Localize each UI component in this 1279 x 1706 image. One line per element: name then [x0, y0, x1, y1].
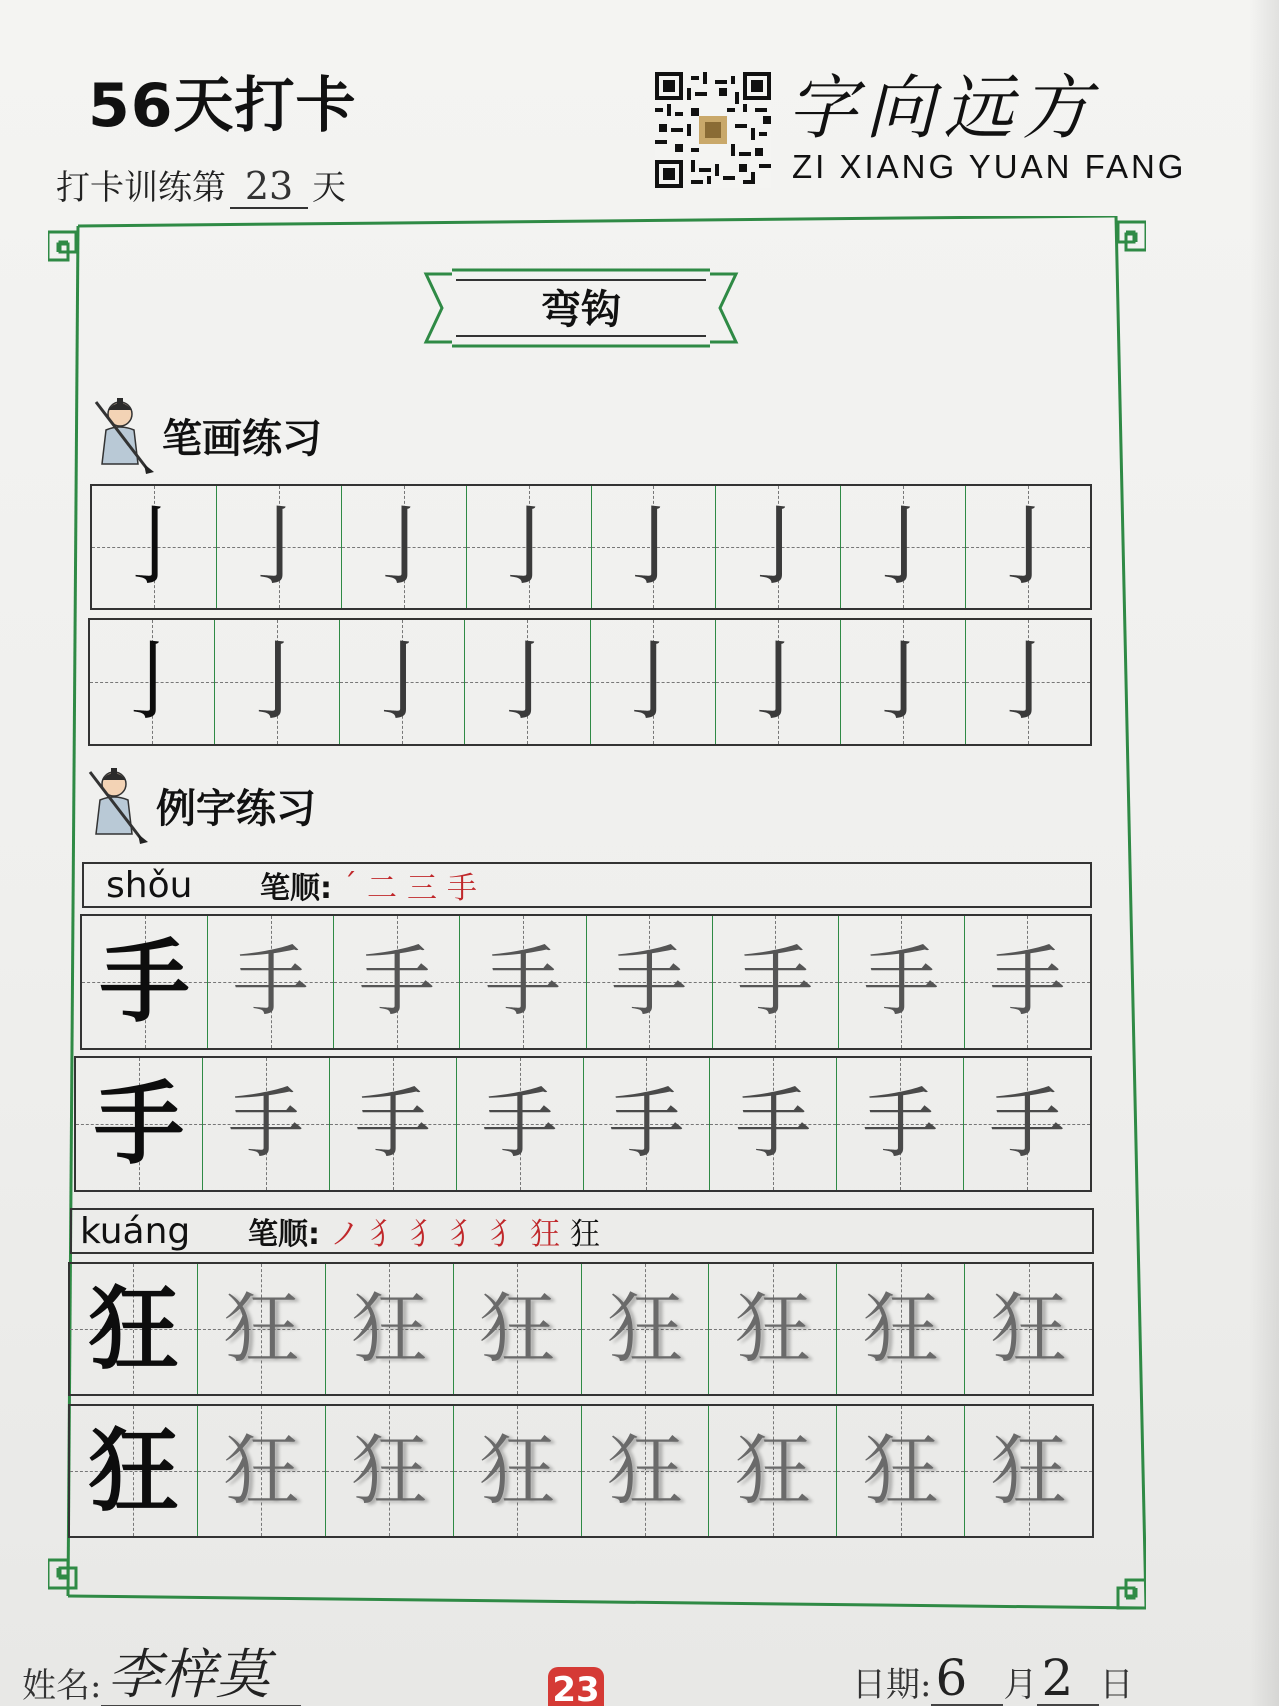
- grid-cell[interactable]: [837, 1406, 965, 1536]
- grid-cell: [82, 916, 208, 1048]
- grid-cell[interactable]: [342, 486, 467, 608]
- day-counter: [56, 160, 346, 209]
- traced-character: 手: [358, 937, 435, 1026]
- order-step: ˊ: [342, 867, 357, 903]
- grid-cell[interactable]: [841, 486, 966, 608]
- grid-cell[interactable]: [334, 916, 460, 1048]
- traced-character: 狂: [734, 1426, 811, 1515]
- order-step: 犭: [370, 1217, 400, 1252]
- traced-stroke: 亅: [360, 497, 447, 597]
- traced-stroke: 亅: [484, 632, 571, 732]
- grid-cell: [90, 620, 215, 744]
- date-label: 日期:: [852, 1665, 932, 1705]
- grid-cell[interactable]: [837, 1058, 964, 1190]
- grid-cell: [70, 1406, 198, 1536]
- traced-character: 狂: [351, 1284, 428, 1373]
- grid-cell[interactable]: [198, 1264, 326, 1394]
- grid-cell[interactable]: [326, 1406, 454, 1536]
- traced-character: 手: [611, 937, 688, 1026]
- stroke-order-label: 笔顺:: [248, 1217, 320, 1252]
- traced-stroke: 亅: [609, 632, 696, 732]
- grid-cell[interactable]: [965, 916, 1090, 1048]
- grid-cell[interactable]: [465, 620, 590, 744]
- grid-cell[interactable]: [215, 620, 340, 744]
- date-field: [852, 1649, 1134, 1706]
- traced-stroke: 亅: [984, 632, 1071, 732]
- page-title: 56天打卡: [88, 71, 357, 141]
- traced-character: 手: [737, 937, 814, 1026]
- model-character: 狂: [88, 1276, 179, 1382]
- stroke-practice-label: 笔画练习: [162, 415, 322, 462]
- stroke-grid-row-2: [88, 618, 1092, 746]
- traced-character: 手: [989, 937, 1066, 1026]
- grid-cell[interactable]: [582, 1264, 710, 1394]
- name-label: 姓名:: [22, 1666, 102, 1706]
- traced-character: 狂: [479, 1426, 556, 1515]
- traced-character: 狂: [223, 1426, 300, 1515]
- traced-stroke: 亅: [610, 497, 697, 597]
- brand-subtitle: ZI XIANG YUAN FANG: [792, 148, 1187, 185]
- traced-character: 狂: [990, 1284, 1067, 1373]
- traced-character: 手: [735, 1079, 812, 1168]
- grid-cell[interactable]: [966, 486, 1090, 608]
- order-step: 犭: [410, 1217, 440, 1252]
- month-label: 月: [1003, 1665, 1038, 1705]
- traced-character: 手: [484, 937, 561, 1026]
- traced-stroke: 亅: [734, 632, 821, 732]
- grid-cell[interactable]: [217, 486, 342, 608]
- example-practice-label: 例字练习: [156, 785, 316, 832]
- grid-cell[interactable]: [587, 916, 713, 1048]
- day-value[interactable]: 2: [1037, 1652, 1099, 1706]
- traced-character: 狂: [862, 1284, 939, 1373]
- page-edge-shadow: [1249, 0, 1279, 1706]
- grid-cell: [70, 1264, 198, 1394]
- scholar-figure-icon: [86, 766, 150, 844]
- model-character: 狂: [88, 1418, 179, 1524]
- grid-cell[interactable]: [454, 1406, 582, 1536]
- traced-character: 手: [608, 1079, 685, 1168]
- traced-stroke: 亅: [235, 497, 322, 597]
- grid-cell[interactable]: [467, 486, 592, 608]
- grid-cell[interactable]: [198, 1406, 326, 1536]
- model-stroke: 亅: [109, 632, 196, 732]
- model-stroke: 亅: [110, 497, 197, 597]
- grid-cell[interactable]: [203, 1058, 330, 1190]
- traced-stroke: 亅: [859, 632, 946, 732]
- grid-cell: [76, 1058, 203, 1190]
- grid-cell[interactable]: [841, 620, 966, 744]
- traced-character: 狂: [734, 1284, 811, 1373]
- traced-character: 狂: [862, 1426, 939, 1515]
- grid-cell[interactable]: [330, 1058, 457, 1190]
- order-step: 狂: [570, 1217, 600, 1252]
- grid-cell[interactable]: [716, 620, 841, 744]
- stroke-order-row-shou: [82, 862, 1092, 908]
- grid-cell[interactable]: [592, 486, 717, 608]
- traced-stroke: 亅: [234, 632, 321, 732]
- day-suffix: 天: [312, 168, 346, 208]
- grid-cell[interactable]: [340, 620, 465, 744]
- traced-character: 手: [232, 937, 309, 1026]
- traced-character: 狂: [990, 1426, 1067, 1515]
- grid-cell[interactable]: [710, 1058, 837, 1190]
- qr-code-icon: [655, 72, 771, 188]
- grid-cell[interactable]: [713, 916, 839, 1048]
- traced-stroke: 亅: [860, 497, 947, 597]
- grid-cell[interactable]: [584, 1058, 711, 1190]
- grid-cell[interactable]: [839, 916, 965, 1048]
- grid-cell[interactable]: [837, 1264, 965, 1394]
- grid-cell[interactable]: [454, 1264, 582, 1394]
- order-step: 犭: [450, 1217, 480, 1252]
- grid-cell[interactable]: [709, 1406, 837, 1536]
- kuang-grid-row-2: [68, 1404, 1094, 1538]
- stroke-order-row-kuang: [70, 1208, 1094, 1254]
- traced-character: 狂: [351, 1426, 428, 1515]
- grid-cell[interactable]: [208, 916, 334, 1048]
- traced-character: 手: [227, 1079, 304, 1168]
- traced-stroke: 亅: [985, 497, 1072, 597]
- grid-cell[interactable]: [457, 1058, 584, 1190]
- stroke-practice-heading: [92, 396, 322, 474]
- grid-cell[interactable]: [709, 1264, 837, 1394]
- traced-stroke: 亅: [359, 632, 446, 732]
- grid-cell[interactable]: [582, 1406, 710, 1536]
- grid-cell[interactable]: [326, 1264, 454, 1394]
- traced-character: 手: [481, 1079, 558, 1168]
- grid-cell: [92, 486, 217, 608]
- traced-stroke: 亅: [485, 497, 572, 597]
- traced-character: 狂: [223, 1284, 300, 1373]
- traced-character: 手: [354, 1079, 431, 1168]
- shou-grid-row-1: [80, 914, 1092, 1050]
- model-character: 手: [93, 1071, 184, 1177]
- traced-character: 狂: [479, 1284, 556, 1373]
- stroke-grid-row-1: [90, 484, 1092, 610]
- traced-stroke: 亅: [735, 497, 822, 597]
- day-value: 23: [230, 167, 308, 209]
- order-step: 犭: [490, 1217, 520, 1252]
- model-character: 手: [99, 929, 190, 1035]
- month-value[interactable]: 6: [931, 1652, 1003, 1706]
- traced-character: 狂: [606, 1284, 683, 1373]
- grid-cell[interactable]: [716, 486, 841, 608]
- traced-character: 手: [862, 1079, 939, 1168]
- grid-cell[interactable]: [966, 620, 1090, 744]
- stroke-order-label: 笔顺:: [260, 871, 332, 906]
- name-value[interactable]: 李梓莫: [101, 1645, 301, 1706]
- brand-logo: 字向远方: [787, 67, 1099, 149]
- traced-character: 手: [989, 1079, 1066, 1168]
- grid-cell[interactable]: [965, 1264, 1092, 1394]
- grid-cell[interactable]: [460, 916, 586, 1048]
- order-step: 手: [447, 871, 477, 906]
- example-practice-heading: [86, 766, 316, 844]
- pinyin-kuang: kuáng: [80, 1210, 191, 1252]
- traced-character: 手: [863, 937, 940, 1026]
- order-step: ノ: [330, 1217, 360, 1252]
- grid-cell[interactable]: [591, 620, 716, 744]
- order-step: 狂: [530, 1217, 560, 1252]
- day-label: 日: [1099, 1665, 1134, 1705]
- grid-cell[interactable]: [964, 1058, 1090, 1190]
- banner-title: 弯钩: [541, 287, 621, 333]
- name-field: [22, 1645, 301, 1706]
- grid-cell[interactable]: [965, 1406, 1092, 1536]
- page-number-badge: 23: [548, 1667, 604, 1706]
- shou-grid-row-2: [74, 1056, 1092, 1192]
- day-prefix: 打卡训练第: [56, 168, 226, 208]
- order-step: 二: [367, 871, 397, 906]
- pinyin-shou: shǒu: [106, 864, 193, 906]
- traced-character: 狂: [606, 1426, 683, 1515]
- scholar-figure-icon: [92, 396, 156, 474]
- order-step: 三: [407, 871, 437, 906]
- kuang-grid-row-1: [68, 1262, 1094, 1396]
